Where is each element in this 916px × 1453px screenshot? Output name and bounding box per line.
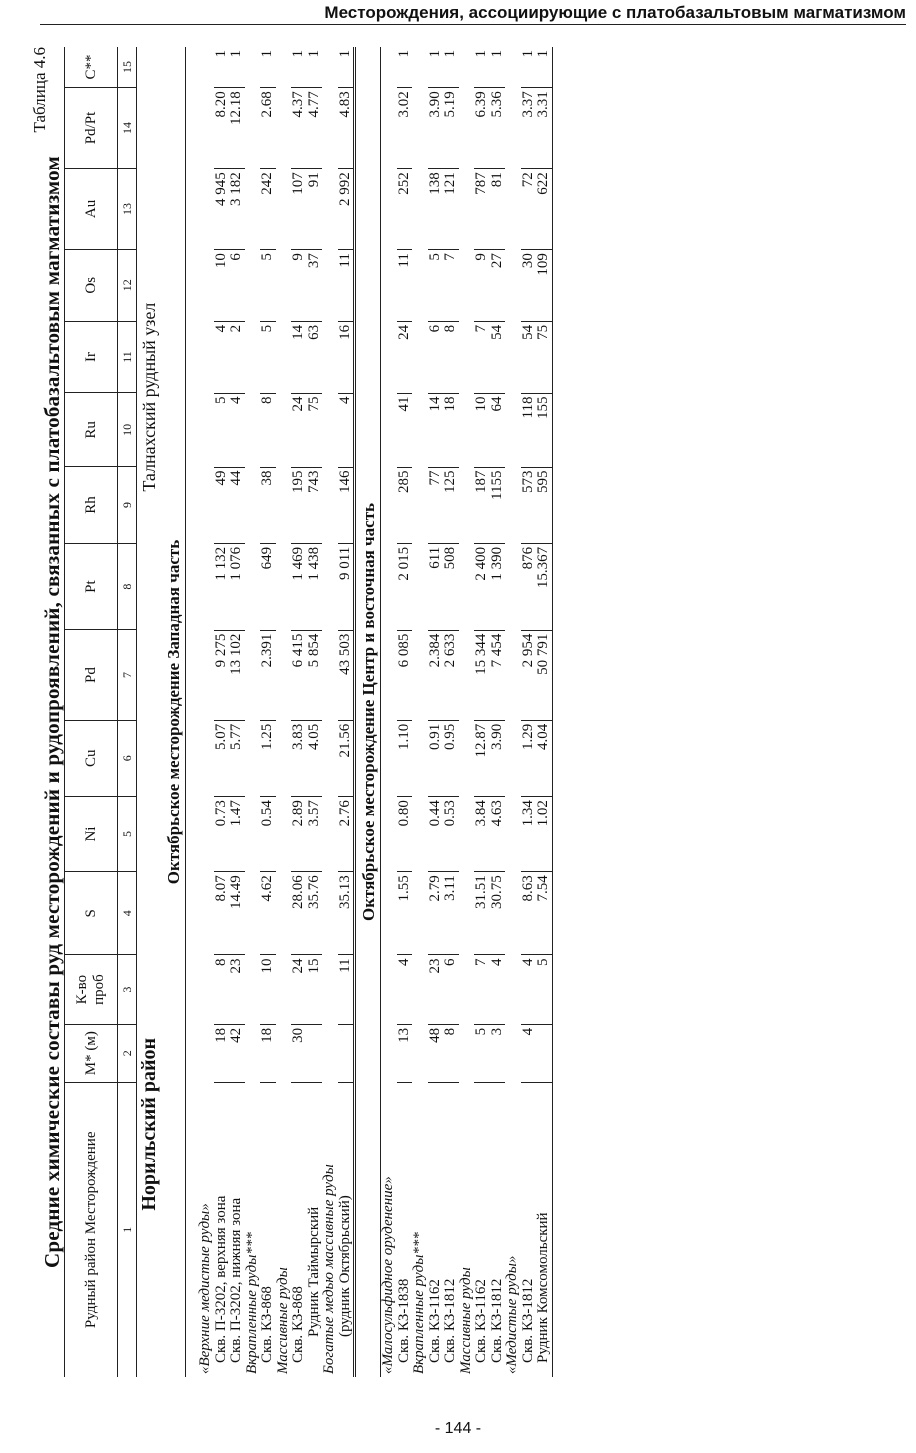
rotated-table-page <box>22 47 712 1377</box>
col-header-c: C** <box>65 47 118 88</box>
cell-ir: 8 <box>443 321 459 393</box>
cell-rh: 573 <box>521 467 537 543</box>
cell-sample-name: Скв. КЗ-1812 <box>442 1278 458 1363</box>
cell-s: 1.55 <box>397 872 413 955</box>
cell-ru: 41 <box>397 393 413 467</box>
table-row <box>536 47 552 1377</box>
cell-pd-pt: 3.02 <box>397 88 413 169</box>
cell-thickness: 30 <box>291 1024 307 1082</box>
table-row <box>307 47 323 1377</box>
cell-pd: 2 954 <box>521 630 537 720</box>
col-number: 13 <box>118 168 137 249</box>
table-row <box>291 47 307 1377</box>
cell-pd: 9 275 <box>214 630 230 720</box>
running-head: Месторождения, ассоциирующие с платобазальтовым магматизмом <box>324 3 906 22</box>
table-row <box>260 47 276 1377</box>
col-number: 15 <box>118 47 137 88</box>
cell-thickness: 18 <box>214 1024 230 1082</box>
col-number: 5 <box>118 796 137 871</box>
cell-ni: 1.02 <box>536 797 552 872</box>
cell-sample-name: Скв. П-3202, верхняя зона <box>212 1195 229 1363</box>
deposit-row <box>163 47 186 1377</box>
col-number: 9 <box>118 467 137 543</box>
cell-s: 4.62 <box>260 872 276 955</box>
table-row <box>443 47 459 1377</box>
table-number: Таблица 4.6 <box>30 47 49 133</box>
col-header-samples: К-во проб <box>65 955 118 1024</box>
cell-ru: 4 <box>338 393 355 467</box>
cell-s: 7.54 <box>536 872 552 955</box>
cell-cu: 3.83 <box>291 720 307 796</box>
cell-ru: 10 <box>474 393 490 467</box>
cell-pd: 43 503 <box>338 630 355 720</box>
cell-ni: 0.53 <box>443 797 459 872</box>
col-header-pd: Pd <box>65 630 118 720</box>
cell-rh: 146 <box>338 467 355 543</box>
cell-pd: 2.384 <box>428 630 444 720</box>
cell-ir: 14 <box>291 321 307 393</box>
cell-os: 27 <box>490 250 506 322</box>
cell-rh: 77 <box>428 467 444 543</box>
cell-c: 1 <box>260 47 276 88</box>
cell-os: 11 <box>338 250 355 322</box>
cell-c: 1 <box>229 47 245 88</box>
col-number: 8 <box>118 543 137 630</box>
category-label: Богатые медью массивные руды <box>321 1164 337 1374</box>
column-number-row <box>118 47 137 1377</box>
cell-ni: 2.89 <box>291 797 307 872</box>
col-number: 4 <box>118 872 137 955</box>
cell-ni: 0.54 <box>260 797 276 872</box>
cell-samples: 15 <box>307 955 323 1024</box>
ore-composition-body <box>198 47 553 1377</box>
cell-ru: 8 <box>260 393 276 467</box>
cell-au: 787 <box>474 169 490 250</box>
region-row <box>137 47 164 1377</box>
cell-rh: 195 <box>291 467 307 543</box>
cell-pd-pt: 4.77 <box>307 88 323 169</box>
cell-pd: 2 633 <box>443 630 459 720</box>
cell-os: 109 <box>536 250 552 322</box>
cell-thickness <box>338 1024 355 1082</box>
cell-ir: 54 <box>490 321 506 393</box>
cell-cu: 1.10 <box>397 720 413 796</box>
header-rule <box>40 24 906 25</box>
category-row <box>505 47 521 1377</box>
cell-cu: 1.29 <box>521 720 537 796</box>
cell-sample-name: Скв. КЗ-1812 <box>519 1278 536 1363</box>
cell-ni: 3.57 <box>307 797 323 872</box>
cell-pd: 5 854 <box>307 630 323 720</box>
cell-thickness: 8 <box>443 1024 459 1082</box>
cell-s: 35.13 <box>338 872 355 955</box>
cell-thickness <box>307 1024 323 1082</box>
ore-node-title: Талнахский рудный узел <box>139 302 160 492</box>
category-label: Массивные руды <box>457 1267 474 1374</box>
cell-s: 30.75 <box>490 872 506 955</box>
cell-samples: 4 <box>490 955 506 1024</box>
cell-au: 121 <box>443 169 459 250</box>
cell-ni: 4.63 <box>490 797 506 872</box>
cell-pd-pt: 4.83 <box>338 88 355 169</box>
cell-au: 4 945 <box>214 169 230 250</box>
cell-pd-pt: 2.68 <box>260 88 276 169</box>
cell-c: 1 <box>291 47 307 88</box>
cell-pt: 1 076 <box>229 543 245 630</box>
cell-ru: 4 <box>229 393 245 467</box>
cell-s: 2.79 <box>428 872 444 955</box>
cell-au: 91 <box>307 169 323 250</box>
cell-samples: 4 <box>521 955 537 1024</box>
cell-au: 81 <box>490 169 506 250</box>
cell-samples: 8 <box>214 955 230 1024</box>
page-number: - 144 - <box>434 1420 482 1437</box>
cell-rh: 38 <box>260 467 276 543</box>
ore-composition-table <box>64 47 186 1377</box>
cell-c: 1 <box>397 47 413 88</box>
col-header-ir: Ir <box>65 321 118 393</box>
category-row <box>459 47 475 1377</box>
table-row <box>338 47 355 1377</box>
cell-pt: 9 011 <box>338 543 355 630</box>
cell-pt: 1 390 <box>490 543 506 630</box>
cell-ni: 1.34 <box>521 797 537 872</box>
cell-ru: 14 <box>428 393 444 467</box>
region-title: Норильский район <box>138 1038 161 1211</box>
cell-pd-pt: 3.31 <box>536 88 552 169</box>
cell-au: 138 <box>428 169 444 250</box>
cell-os: 7 <box>443 250 459 322</box>
col-header-au: Au <box>65 168 118 249</box>
cell-pd: 2.391 <box>260 630 276 720</box>
cell-cu: 12.87 <box>474 720 490 796</box>
cell-cu: 5.07 <box>214 720 230 796</box>
cell-thickness: 3 <box>490 1024 506 1082</box>
cell-pd: 6 415 <box>291 630 307 720</box>
cell-ru: 24 <box>291 393 307 467</box>
cell-thickness: 42 <box>229 1024 245 1082</box>
cell-ir: 4 <box>214 321 230 393</box>
cell-ni: 0.80 <box>397 797 413 872</box>
cell-thickness <box>536 1024 552 1082</box>
cell-cu: 1.25 <box>260 720 276 796</box>
col-number: 1 <box>118 1082 137 1377</box>
table-row <box>521 47 537 1377</box>
cell-au: 252 <box>397 169 413 250</box>
cell-pd: 6 085 <box>397 630 413 720</box>
cell-pd-pt: 3.37 <box>521 88 537 169</box>
cell-sample-name: (рудник Октябрьский) <box>336 1195 353 1337</box>
cell-samples: 11 <box>338 955 355 1024</box>
cell-c: 1 <box>214 47 230 88</box>
cell-samples: 5 <box>536 955 552 1024</box>
col-header-name: Рудный район Месторождение <box>65 1082 118 1377</box>
table-row <box>428 47 444 1377</box>
category-row <box>322 47 338 1377</box>
cell-samples: 24 <box>291 955 307 1024</box>
cell-ir: 54 <box>521 321 537 393</box>
cell-s: 8.63 <box>521 872 537 955</box>
category-label: «Малосульфидное оруденение» <box>380 1176 396 1374</box>
cell-sample-name: Скв. П-3202, нижняя зона <box>228 1197 244 1363</box>
table-row <box>490 47 506 1377</box>
cell-thickness: 18 <box>260 1024 276 1082</box>
cell-sample-name: Рудник Комсомольский <box>536 1082 552 1377</box>
cell-pd: 7 454 <box>490 630 506 720</box>
cell-ir: 2 <box>229 321 245 393</box>
col-number: 6 <box>118 720 137 796</box>
cell-cu: 0.95 <box>443 720 459 796</box>
cell-c: 1 <box>536 47 552 88</box>
cell-ir: 16 <box>338 321 355 393</box>
cell-ni: 0.73 <box>214 797 230 872</box>
category-label: Вкрапленные руды*** <box>243 1232 260 1374</box>
cell-au: 242 <box>260 169 276 250</box>
cell-c: 1 <box>443 47 459 88</box>
cell-ir: 75 <box>536 321 552 393</box>
cell-pd-pt: 4.37 <box>291 88 307 169</box>
table-title: Средние химические составы руд месторождений и рудопроявлений, связанных с платобазальтовым магматизмом <box>40 156 64 1268</box>
cell-ru: 118 <box>521 393 537 467</box>
cell-sample-name: Скв. КЗ-1838 <box>395 1278 412 1363</box>
cell-pd: 13 102 <box>229 630 245 720</box>
cell-sample-name: Скв. КЗ-1162 <box>426 1279 443 1363</box>
cell-pt: 508 <box>443 543 459 630</box>
cell-c: 1 <box>474 47 490 88</box>
col-header-ru: Ru <box>65 393 118 467</box>
cell-sample-name: Скв. КЗ-1162 <box>473 1279 489 1363</box>
cell-pd: 50 791 <box>536 630 552 720</box>
cell-pt: 2 015 <box>397 543 413 630</box>
cell-thickness: 4 <box>521 1024 537 1082</box>
cell-pd-pt: 8.20 <box>214 88 230 169</box>
cell-c: 1 <box>490 47 506 88</box>
cell-ir: 7 <box>474 321 490 393</box>
cell-au: 2 992 <box>338 169 355 250</box>
cell-sample-name: Скв. КЗ-868 <box>290 1286 306 1363</box>
col-header-pt: Pt <box>65 543 118 630</box>
cell-rh: 44 <box>229 467 245 543</box>
cell-os: 5 <box>260 250 276 322</box>
cell-pt: 1 469 <box>291 543 307 630</box>
cell-ni: 3.84 <box>474 797 490 872</box>
col-header-s: S <box>65 872 118 955</box>
cell-ir: 24 <box>397 321 413 393</box>
category-row <box>381 47 397 1377</box>
cell-os: 10 <box>214 250 230 322</box>
cell-os: 5 <box>428 250 444 322</box>
cell-ru: 18 <box>443 393 459 467</box>
cell-pt: 1 132 <box>214 543 230 630</box>
cell-c: 1 <box>307 47 323 88</box>
cell-cu: 4.04 <box>536 720 552 796</box>
cell-c: 1 <box>521 47 537 88</box>
cell-pt: 611 <box>428 543 444 630</box>
cell-ni: 2.76 <box>338 797 355 872</box>
cell-rh: 1155 <box>490 467 506 543</box>
table-row <box>214 47 230 1377</box>
cell-ru: 155 <box>536 393 552 467</box>
cell-samples: 6 <box>443 955 459 1024</box>
deposit-row <box>358 47 381 1377</box>
cell-ir: 6 <box>428 321 444 393</box>
col-header-thickness: М* (м) <box>65 1024 118 1082</box>
col-number: 11 <box>118 321 137 393</box>
cell-au: 72 <box>521 169 537 250</box>
category-row <box>412 47 428 1377</box>
cell-sample-name: Рудник Таймырский <box>305 1206 322 1337</box>
cell-pd-pt: 12.18 <box>229 88 245 169</box>
table-header-row <box>65 47 118 1377</box>
cell-os: 9 <box>474 250 490 322</box>
cell-ir: 5 <box>260 321 276 393</box>
category-row <box>276 47 292 1377</box>
cell-pd-pt: 5.36 <box>490 88 506 169</box>
cell-rh: 285 <box>397 467 413 543</box>
cell-au: 107 <box>291 169 307 250</box>
col-header-ni: Ni <box>65 796 118 871</box>
category-row <box>245 47 261 1377</box>
table-row <box>397 47 413 1377</box>
cell-sample-name: Скв. КЗ-1812 <box>488 1278 505 1363</box>
cell-au: 3 182 <box>229 169 245 250</box>
cell-ru: 75 <box>307 393 323 467</box>
cell-pd-pt: 3.90 <box>428 88 444 169</box>
category-label: «Медистые руды» <box>504 1255 520 1374</box>
deposit-title: Октябрьское месторождение Западная часть <box>163 47 186 1377</box>
cell-thickness: 48 <box>428 1024 444 1082</box>
cell-rh: 125 <box>443 467 459 543</box>
cell-cu: 3.90 <box>490 720 506 796</box>
cell-ni: 1.47 <box>229 797 245 872</box>
col-header-rh: Rh <box>65 467 118 543</box>
deposit-title: Октябрьское месторождение Центр и восточная часть <box>358 47 381 1377</box>
cell-pt: 1 438 <box>307 543 323 630</box>
cell-pd-pt: 5.19 <box>443 88 459 169</box>
table-row <box>229 47 245 1377</box>
cell-samples: 10 <box>260 955 276 1024</box>
cell-os: 30 <box>521 250 537 322</box>
cell-c: 1 <box>428 47 444 88</box>
category-label: Вкрапленные руды*** <box>411 1232 427 1374</box>
category-label: «Верхние медистые руды» <box>197 1203 213 1374</box>
cell-rh: 595 <box>536 467 552 543</box>
cell-rh: 187 <box>474 467 490 543</box>
category-label: Массивные руды <box>274 1267 291 1374</box>
cell-os: 6 <box>229 250 245 322</box>
cell-ru: 64 <box>490 393 506 467</box>
cell-samples: 23 <box>428 955 444 1024</box>
cell-os: 11 <box>397 250 413 322</box>
col-number: 12 <box>118 249 137 321</box>
cell-ir: 63 <box>307 321 323 393</box>
cell-rh: 743 <box>307 467 323 543</box>
cell-cu: 0.91 <box>428 720 444 796</box>
cell-samples: 23 <box>229 955 245 1024</box>
cell-pd: 15 344 <box>474 630 490 720</box>
col-header-pd-pt: Pd/Pt <box>65 88 118 169</box>
col-header-cu: Cu <box>65 720 118 796</box>
cell-pt: 876 <box>521 543 537 630</box>
cell-pd-pt: 6.39 <box>474 88 490 169</box>
table-row <box>474 47 490 1377</box>
cell-ni: 0.44 <box>428 797 444 872</box>
cell-sample-name: Скв. КЗ-868 <box>259 1286 275 1363</box>
cell-thickness: 13 <box>397 1024 413 1082</box>
category-row <box>198 47 214 1377</box>
cell-cu: 21.56 <box>338 720 355 796</box>
cell-ru: 5 <box>214 393 230 467</box>
cell-os: 37 <box>307 250 323 322</box>
cell-rh: 49 <box>214 467 230 543</box>
cell-pt: 15.367 <box>536 543 552 630</box>
cell-pt: 649 <box>260 543 276 630</box>
cell-samples: 7 <box>474 955 490 1024</box>
cell-os: 9 <box>291 250 307 322</box>
cell-au: 622 <box>536 169 552 250</box>
col-number: 3 <box>118 955 137 1024</box>
cell-s: 8.07 <box>214 872 230 955</box>
col-header-os: Os <box>65 249 118 321</box>
cell-thickness: 5 <box>474 1024 490 1082</box>
cell-s: 14.49 <box>229 872 245 955</box>
col-number: 14 <box>118 88 137 169</box>
cell-s: 31.51 <box>474 872 490 955</box>
cell-s: 28.06 <box>291 872 307 955</box>
col-number: 7 <box>118 630 137 720</box>
cell-s: 3.11 <box>443 872 459 955</box>
cell-cu: 5.77 <box>229 720 245 796</box>
cell-s: 35.76 <box>307 872 323 955</box>
col-number: 10 <box>118 393 137 467</box>
cell-c: 1 <box>338 47 355 88</box>
cell-samples: 4 <box>397 955 413 1024</box>
cell-pt: 2 400 <box>474 543 490 630</box>
col-number: 2 <box>118 1024 137 1082</box>
cell-cu: 4.05 <box>307 720 323 796</box>
